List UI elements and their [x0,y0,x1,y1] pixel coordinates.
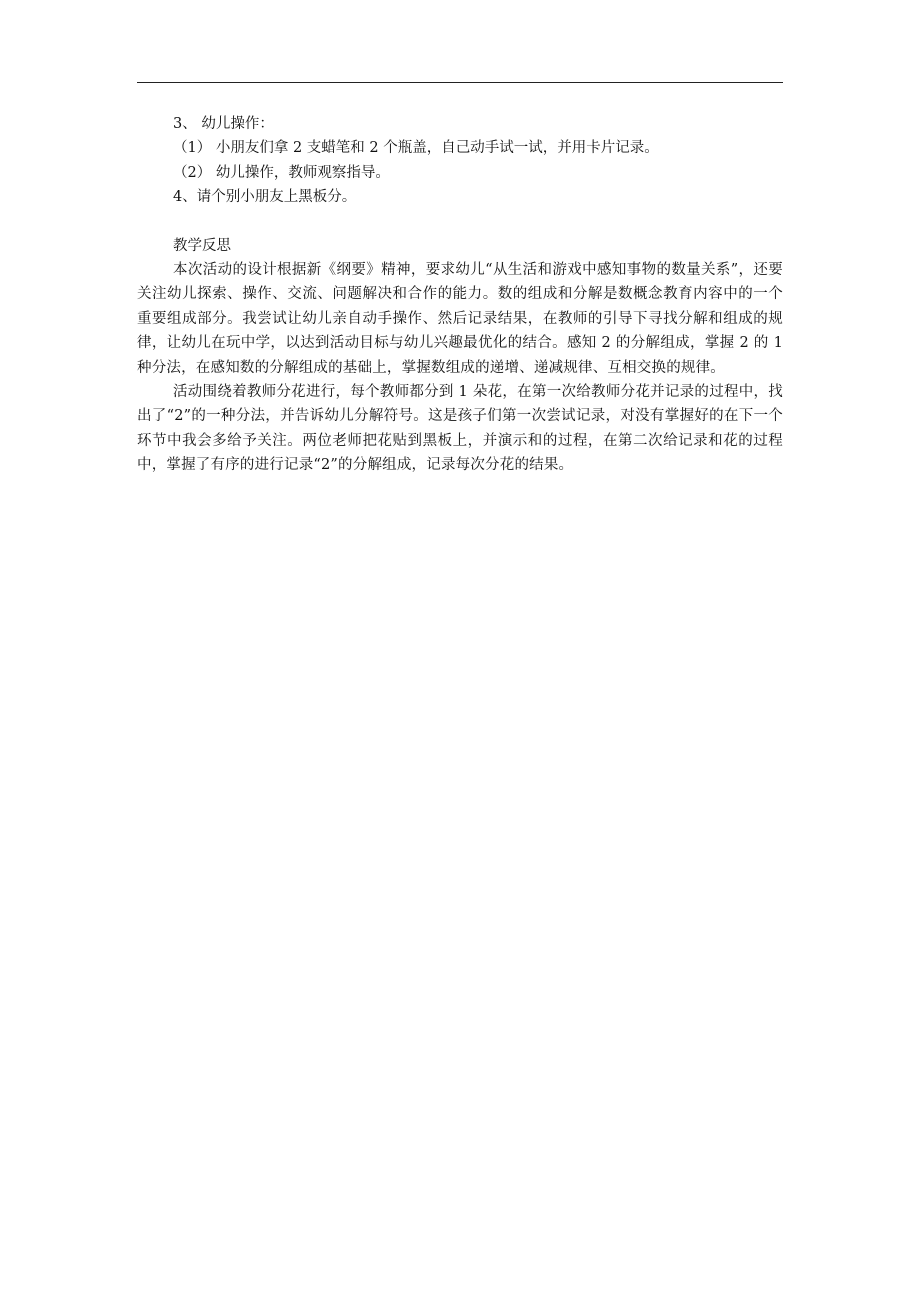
reflection-heading: 教学反思 [173,237,231,254]
step-3-1: （1） 小朋友们拿 2 支蜡笔和 2 个瓶盖，自己动手试一试，并用卡片记录。 [173,140,659,157]
reflection-paragraph-1: 本次活动的设计根据新《纲要》精神，要求幼儿“从生活和游戏中感知事物的数量关系”，还要关注幼儿探索、操作、交流、问题解决和合作的能力。数的组成和分解是数概念教育内容中的一个重要组成部分。我尝试让幼儿亲自动手操作、然后记录结果，在教师的引导下寻找分解和组成的规律，让幼儿在玩中学，以达到活动目标与幼儿兴趣最优化的结合。感知 2 的分解组成，掌握 2 的 1 种分法，在感知数的分解组成的基础上，掌握数组成的递增、递减规律、互相交换的规律。 [137,262,783,376]
step-3: 3、 幼儿操作： [173,116,274,132]
step-3-2: （2） 幼儿操作，教师观察指导。 [173,164,390,181]
reflection-paragraph-2: 活动围绕着教师分花进行，每个教师都分到 1 朵花，在第一次给教师分花并记录的过程中，找出了“2”的一种分法，并告诉幼儿分解符号。这是孩子们第一次尝试记录，对没有掌握好的在下一个环节中我会多给予关注。两位老师把花贴到黑板上，并演示和的过程，在第二次给记录和花的过程中，掌握了有序的进行记录“2”的分解组成，记录每次分花的结果。 [137,384,783,474]
document-body [137,112,783,478]
header-rule [137,82,783,83]
section-spacer [137,210,783,234]
step-4: 4、请个别小朋友上黑板分。 [173,189,357,206]
